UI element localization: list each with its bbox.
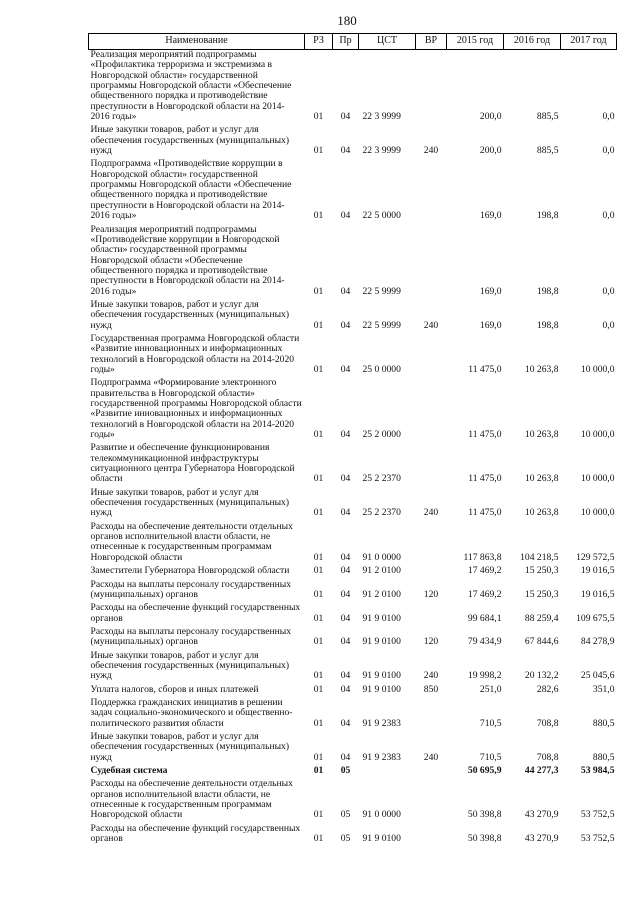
row-rz: 01 (313, 285, 324, 297)
row-vr: 120 (423, 636, 439, 648)
header-2017: 2017 год (561, 34, 617, 50)
row-2017: 10 000,0 (580, 507, 615, 519)
row-2016: 104 218,5 (520, 551, 559, 563)
row-rz: 01 (313, 111, 324, 123)
row-name: Государственная программа Новгородской области «Развитие инновационных и информационных технологий в Новгородской области на 2014-2020 годы» (90, 332, 300, 375)
table-row (89, 159, 617, 224)
row-rz: 01 (313, 809, 324, 821)
row-vr (416, 824, 447, 848)
table-row (89, 225, 617, 300)
row-name: Развитие и обеспечение функционирования телекоммуникационной инфраструктуры ситуационного центра Губернатора Новгородской области (90, 442, 295, 485)
row-name: Судебная система (90, 765, 168, 776)
row-2015: 200,0 (479, 111, 502, 123)
header-rz: РЗ (305, 34, 333, 50)
table-row (89, 779, 617, 823)
row-pr: 05 (340, 809, 351, 821)
row-pr: 04 (340, 551, 351, 563)
row-cst: 91 9 0100 (362, 833, 401, 845)
row-2016: 708,8 (536, 751, 559, 763)
row-2017: 10 000,0 (580, 429, 615, 441)
row-cst: 22 5 9999 (362, 319, 401, 331)
row-cst: 91 9 0100 (362, 612, 401, 624)
row-vr: 240 (423, 319, 439, 331)
row-2017: 880,5 (592, 751, 615, 763)
row-2015: 117 863,8 (463, 551, 502, 563)
row-cst: 22 5 0000 (362, 210, 401, 222)
row-2016: 15 250,3 (524, 565, 559, 577)
row-2017: 129 572,5 (576, 551, 615, 563)
table-row (89, 766, 617, 779)
page-number: 180 (337, 13, 357, 28)
row-2017: 53 984,5 (580, 765, 615, 776)
row-vr (416, 779, 447, 823)
row-2017: 53 752,5 (580, 833, 615, 845)
row-pr: 04 (340, 363, 351, 375)
row-2016: 198,8 (536, 285, 559, 297)
row-pr: 04 (340, 473, 351, 485)
table-row (89, 732, 617, 766)
row-rz: 01 (313, 588, 324, 600)
row-cst: 91 2 0100 (362, 565, 401, 577)
row-pr: 04 (340, 111, 351, 123)
row-cst: 22 3 9999 (362, 111, 401, 123)
row-2015: 17 469,2 (467, 588, 502, 600)
row-vr (416, 566, 447, 579)
row-rz: 01 (313, 210, 324, 222)
row-vr (416, 698, 447, 732)
row-pr: 04 (340, 670, 351, 682)
row-name: Уплата налогов, сборов и иных платежей (90, 683, 259, 695)
row-rz: 01 (313, 833, 324, 845)
row-vr: 120 (423, 588, 439, 600)
row-name: Реализация мероприятий подпрограммы «Профилактика терроризма и экстремизма в Новгородской области» государственной программы Новгородской области «Обеспечение общественного порядка и противодействие преступности в Новгородской области на 2014-2016 годы» (90, 49, 292, 123)
row-rz: 01 (313, 670, 324, 682)
table-header-row (89, 34, 617, 50)
row-pr: 04 (340, 285, 351, 297)
row-pr: 04 (340, 319, 351, 331)
row-pr: 04 (340, 717, 351, 729)
row-rz: 01 (313, 473, 324, 485)
row-pr: 05 (340, 833, 351, 845)
row-2015: 17 469,2 (467, 565, 502, 577)
table-row (89, 443, 617, 487)
row-2015: 11 475,0 (468, 473, 502, 485)
row-vr (416, 522, 447, 566)
row-2017: 10 000,0 (580, 473, 615, 485)
header-pr: Пр (333, 34, 359, 50)
row-vr (416, 225, 447, 300)
row-vr (416, 159, 447, 224)
row-2016: 43 270,9 (524, 809, 559, 821)
row-cst: 25 2 2370 (362, 507, 401, 519)
row-name: Иные закупки товаров, работ и услуг для обеспечения государственных (муниципальных) нужд (90, 730, 290, 763)
row-name: Иные закупки товаров, работ и услуг для обеспечения государственных (муниципальных) нужд (90, 298, 290, 331)
row-name: Подпрограмма «Формирование электронного правительства в Новгородской области» государственной программы Новгородской области «Развитие инновационных и информационных технологий в Новгородской области на 2014-2020 годы» (90, 377, 302, 441)
row-2015: 11 475,0 (468, 507, 502, 519)
row-cst: 91 0 0000 (362, 809, 401, 821)
row-rz: 01 (313, 612, 324, 624)
row-rz: 01 (313, 765, 324, 776)
table-row (89, 334, 617, 378)
row-rz: 01 (313, 507, 324, 519)
row-cst: 22 3 9999 (362, 145, 401, 157)
row-2016: 282,6 (536, 683, 559, 695)
row-rz: 01 (313, 319, 324, 331)
row-name: Расходы на обеспечение деятельности отдельных органов исполнительной власти области, не отнесенные к государственным программам Новгородской области (90, 778, 293, 821)
table-row (89, 627, 617, 651)
row-2017: 0,0 (602, 210, 615, 222)
row-pr: 04 (340, 145, 351, 157)
row-2015: 169,0 (479, 210, 502, 222)
row-vr: 240 (423, 751, 439, 763)
row-rz: 01 (313, 363, 324, 375)
row-2017: 10 000,0 (580, 363, 615, 375)
row-2015: 79 434,9 (467, 636, 502, 648)
row-2016: 708,8 (536, 717, 559, 729)
row-vr (416, 50, 447, 126)
row-2015: 99 684,1 (467, 612, 502, 624)
table-row (89, 685, 617, 698)
row-name: Расходы на выплаты персоналу государственных (муниципальных) органов (90, 625, 292, 648)
row-vr: 240 (423, 670, 439, 682)
row-cst: 25 2 2370 (362, 473, 401, 485)
row-2017: 0,0 (602, 285, 615, 297)
row-2016: 44 277,3 (524, 765, 559, 776)
table-row (89, 566, 617, 579)
row-cst: 91 9 0100 (362, 683, 401, 695)
row-2017: 19 016,5 (580, 588, 615, 600)
row-cst: 91 9 2383 (362, 751, 401, 763)
row-rz: 01 (313, 565, 324, 577)
row-2016: 885,5 (536, 111, 559, 123)
row-name: Расходы на обеспечение функций государственных органов (90, 822, 301, 845)
row-2016: 88 259,4 (524, 612, 559, 624)
row-vr (416, 766, 447, 779)
row-cst (359, 766, 416, 779)
row-pr: 04 (340, 683, 351, 695)
row-pr: 04 (340, 565, 351, 577)
row-name: Реализация мероприятий подпрограммы «Противодействие коррупции в Новгородской области» государственной программы Новгородской области «Обеспечение общественного порядка и противодействие преступности в Новгородской области на 2014-2016 годы» (90, 223, 285, 297)
budget-table (88, 33, 617, 847)
header-2016: 2016 год (504, 34, 561, 50)
row-cst: 25 2 0000 (362, 429, 401, 441)
row-2016: 10 263,8 (524, 363, 559, 375)
row-2017: 84 278,9 (580, 636, 615, 648)
row-vr: 240 (423, 507, 439, 519)
row-2015: 19 998,2 (467, 670, 502, 682)
table-row (89, 125, 617, 159)
row-2016: 10 263,8 (524, 429, 559, 441)
row-2015: 50 398,8 (467, 833, 502, 845)
row-2015: 169,0 (479, 319, 502, 331)
row-2016: 10 263,8 (524, 473, 559, 485)
row-2016: 10 263,8 (524, 507, 559, 519)
row-2017: 19 016,5 (580, 565, 615, 577)
header-name: Наименование (89, 34, 305, 50)
table-row (89, 50, 617, 126)
row-rz: 01 (313, 145, 324, 157)
row-cst: 91 9 0100 (362, 636, 401, 648)
row-2016: 43 270,9 (524, 833, 559, 845)
row-2015: 50 398,8 (467, 809, 502, 821)
row-name: Поддержка гражданских инициатив в решении задач социально-экономического и общественно-политического развития области (90, 696, 293, 729)
table-row (89, 603, 617, 627)
row-2017: 351,0 (592, 683, 615, 695)
row-2015: 169,0 (479, 285, 502, 297)
row-vr: 850 (423, 683, 439, 695)
row-name: Иные закупки товаров, работ и услуг для обеспечения государственных (муниципальных) нужд (90, 486, 290, 519)
row-pr: 04 (340, 636, 351, 648)
row-vr (416, 603, 447, 627)
row-2015: 251,0 (479, 683, 502, 695)
row-name: Иные закупки товаров, работ и услуг для обеспечения государственных (муниципальных) нужд (90, 649, 290, 682)
row-pr: 04 (340, 210, 351, 222)
row-2016: 198,8 (536, 210, 559, 222)
row-rz: 01 (313, 551, 324, 563)
row-2016: 15 250,3 (524, 588, 559, 600)
table-row (89, 580, 617, 604)
row-rz: 01 (313, 636, 324, 648)
table-row (89, 522, 617, 566)
row-2015: 11 475,0 (468, 429, 502, 441)
row-2016: 67 844,6 (524, 636, 559, 648)
row-2017: 0,0 (602, 111, 615, 123)
row-vr (416, 378, 447, 443)
row-2016: 198,8 (536, 319, 559, 331)
table-row (89, 651, 617, 685)
row-2015: 200,0 (479, 145, 502, 157)
row-cst: 22 5 9999 (362, 285, 401, 297)
row-cst: 91 9 2383 (362, 717, 401, 729)
row-2015: 11 475,0 (468, 363, 502, 375)
row-2015: 50 695,9 (467, 765, 502, 776)
table-row (89, 488, 617, 522)
row-vr (416, 443, 447, 487)
row-2017: 0,0 (602, 145, 615, 157)
row-pr: 04 (340, 612, 351, 624)
row-2016: 20 132,2 (524, 670, 559, 682)
row-vr: 240 (423, 145, 439, 157)
row-2015: 710,5 (479, 717, 502, 729)
row-name: Расходы на обеспечение деятельности отдельных органов исполнительной власти области, не отнесенные к государственным программам Новгородской области (90, 520, 293, 563)
row-2017: 880,5 (592, 717, 615, 729)
row-2017: 25 045,6 (580, 670, 615, 682)
row-name: Расходы на обеспечение функций государственных органов (90, 602, 301, 624)
row-name: Иные закупки товаров, работ и услуг для обеспечения государственных (муниципальных) нужд (90, 124, 290, 157)
row-name: Заместители Губернатора Новгородской области (90, 565, 290, 577)
row-pr: 04 (340, 588, 351, 600)
table-row (89, 378, 617, 443)
row-cst: 91 9 0100 (362, 670, 401, 682)
header-cst: ЦСТ (359, 34, 416, 50)
header-vr: ВР (416, 34, 447, 50)
row-pr: 05 (340, 765, 351, 776)
row-2017: 0,0 (602, 319, 615, 331)
row-vr (416, 334, 447, 378)
table-row (89, 300, 617, 334)
row-2015: 710,5 (479, 751, 502, 763)
row-rz: 01 (313, 683, 324, 695)
row-name: Расходы на выплаты персоналу государственных (муниципальных) органов (90, 578, 292, 600)
header-2015: 2015 год (447, 34, 504, 50)
row-cst: 91 0 0000 (362, 551, 401, 563)
row-2017: 109 675,5 (576, 612, 615, 624)
row-rz: 01 (313, 429, 324, 441)
table-row (89, 698, 617, 732)
row-pr: 04 (340, 751, 351, 763)
row-2017: 53 752,5 (580, 809, 615, 821)
table-row (89, 824, 617, 848)
row-rz: 01 (313, 751, 324, 763)
row-cst: 25 0 0000 (362, 363, 401, 375)
row-pr: 04 (340, 429, 351, 441)
row-name: Подпрограмма «Противодействие коррупции в Новгородской области» государственной программы Новгородской области «Обеспечение общественного порядка и противодействие преступности в Новгородской области на 2014-2016 годы» (90, 158, 292, 222)
row-2016: 885,5 (536, 145, 559, 157)
row-cst: 91 2 0100 (362, 588, 401, 600)
row-rz: 01 (313, 717, 324, 729)
row-pr: 04 (340, 507, 351, 519)
